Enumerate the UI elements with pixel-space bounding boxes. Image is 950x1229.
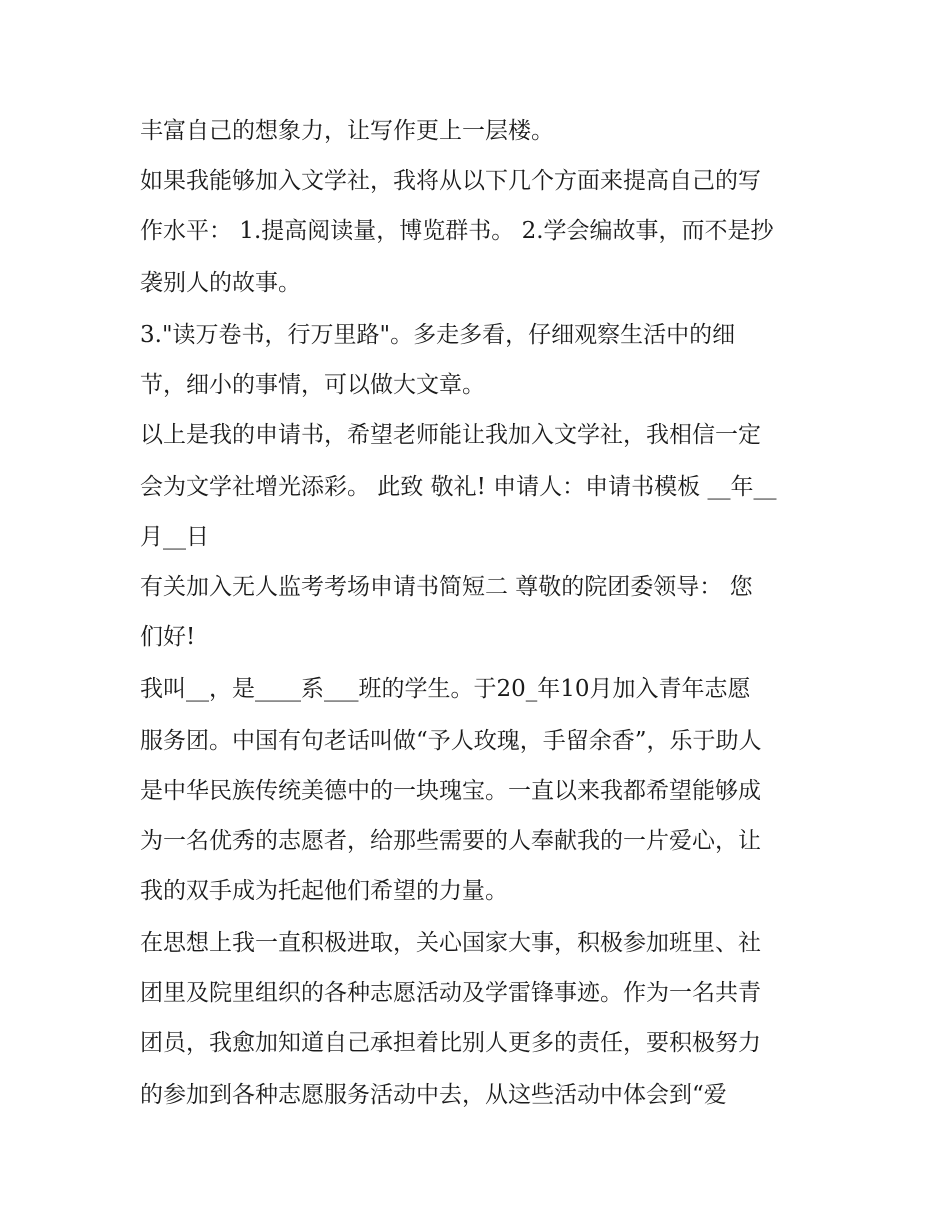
text-line: 袭别人的故事。 [140,270,301,296]
text-line: 3."读万卷书，行万里路"。多走多看，仔细观察生活中的细 [140,322,736,348]
text-line: 节，细小的事情，可以做大文章。 [140,372,485,398]
text-line: 的参加到各种志愿服务活动中去，从这些活动中体会到“爱 [140,1082,727,1108]
text-line: 是中华民族传统美德中的一块瑰宝。一直以来我都希望能够成 [140,778,761,804]
text-line: 会为文学社增光添彩。 此致 敬礼! 申请人：申请书模板 __年__ [140,474,777,500]
text-line: 团里及院里组织的各种志愿活动及学雷锋事迹。作为一名共青 [140,980,761,1006]
text-line: 们好! [140,624,196,650]
text-line: 我的双手成为托起他们希望的力量。 [140,878,508,904]
text-line: 服务团。中国有句老话叫做“予人玫瑰，手留余香”，乐于助人 [140,728,762,754]
text-line: 我叫__，是____系___班的学生。于20_年10月加入青年志愿 [140,676,751,702]
text-line: 为一名优秀的志愿者，给那些需要的人奉献我的一片爱心，让 [140,828,761,854]
text-line: 丰富自己的想象力，让写作更上一层楼。 [140,118,554,144]
text-line: 以上是我的申请书，希望老师能让我加入文学社，我相信一定 [140,422,761,448]
text-line: 团员，我愈加知道自己承担着比别人更多的责任，要积极努力 [140,1030,761,1056]
text-line: 有关加入无人监考考场申请书简短二 尊敬的院团委领导： 您 [140,574,753,600]
text-line: 作水平： 1.提高阅读量，博览群书。 2.学会编故事，而不是抄 [140,218,774,244]
text-line: 月__日 [140,524,209,550]
text-line: 在思想上我一直积极进取，关心国家大事，积极参加班里、社 [140,930,761,956]
text-line: 如果我能够加入文学社，我将从以下几个方面来提高自己的写 [140,168,761,194]
